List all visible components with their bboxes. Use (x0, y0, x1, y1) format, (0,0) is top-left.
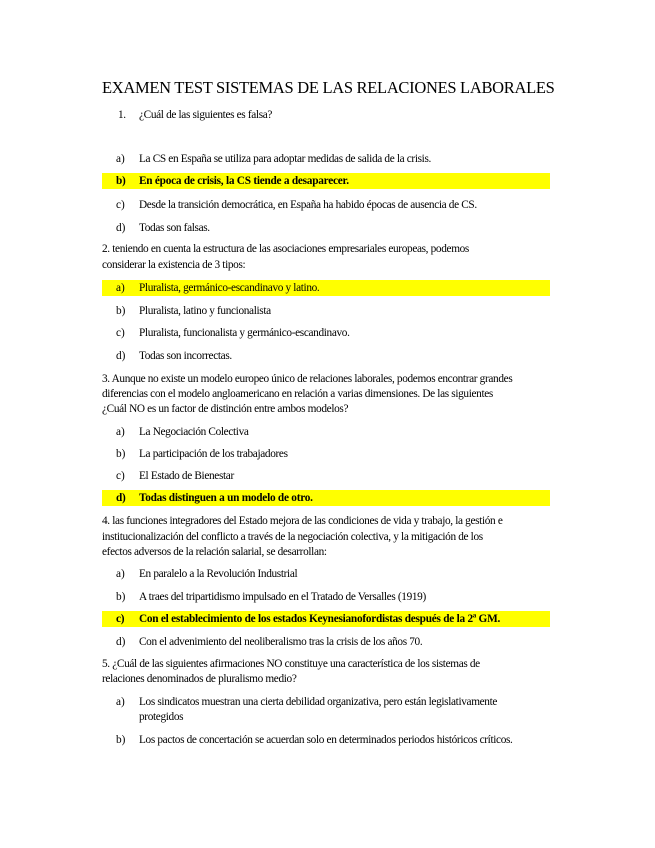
q5-option-b: Los pactos de concertación se acuerdan solo en determinados periodos históricos críticos. (139, 734, 513, 746)
question-4-text-line: 4. las funciones integradores del Estado mejora de las condiciones de vida y trabajo, la gestión e (102, 515, 503, 527)
q2-option-c: Pluralista, funcionalista y germánico-escandinavo. (139, 327, 350, 339)
q2-option-b-mark: b) (116, 305, 126, 317)
q1-option-d-mark: d) (116, 222, 126, 234)
question-3-text-line: 3. Aunque no existe un modelo europeo único de relaciones laborales, podemos encontrar grandes (102, 373, 513, 385)
question-5-text-line: 5. ¿Cuál de las siguientes afirmaciones NO constituye una característica de los sistemas de (102, 658, 480, 670)
q1-option-b-mark: b) (116, 175, 126, 187)
q3-option-d: Todas distinguen a un modelo de otro. (139, 492, 313, 504)
q1-option-c: Desde la transición democrática, en España ha habido épocas de ausencia de CS. (139, 199, 477, 211)
q1-option-d: Todas son falsas. (139, 222, 210, 234)
q1-option-c-mark: c) (116, 199, 125, 211)
question-1-text: ¿Cuál de las siguientes es falsa? (139, 109, 273, 121)
q3-option-c: El Estado de Bienestar (139, 470, 234, 482)
question-3-text-line: ¿Cuál NO es un factor de distinción entre ambos modelos? (102, 403, 349, 415)
q2-option-d: Todas son incorrectas. (139, 350, 232, 362)
q3-option-b-mark: b) (116, 448, 126, 460)
q2-option-d-mark: d) (116, 350, 126, 362)
question-4-text-line: efectos adversos de la relación salarial, se desarrollan: (102, 546, 327, 558)
q1-option-a: La CS en España se utiliza para adoptar medidas de salida de la crisis. (139, 153, 431, 165)
q5-option-a-line: protegidos (139, 711, 184, 723)
q2-option-a: Pluralista, germánico-escandinavo y latino. (139, 282, 320, 294)
q3-option-b: La participación de los trabajadores (139, 448, 288, 460)
q4-option-d: Con el advenimiento del neoliberalismo tras la crisis de los años 70. (139, 636, 423, 648)
q3-option-a-mark: a) (116, 426, 125, 438)
question-3-text-line: diferencias con el modelo angloamericano en relación a varias dimensiones. De las siguientes (102, 388, 493, 400)
q1-option-a-mark: a) (116, 153, 125, 165)
question-2-text-line: 2. teniendo en cuenta la estructura de las asociaciones empresariales europeas, podemos (102, 243, 469, 255)
q4-option-a: En paralelo a la Revolución Industrial (139, 568, 298, 580)
q3-option-c-mark: c) (116, 470, 125, 482)
q4-option-a-mark: a) (116, 568, 125, 580)
q2-option-c-mark: c) (116, 327, 125, 339)
q4-option-c-mark: c) (116, 613, 125, 625)
q4-option-b-mark: b) (116, 591, 126, 603)
question-4-text-line: institucionalización del conflicto a través de la negociación colectiva, y la mitigación de los (102, 531, 483, 543)
question-1-number: 1. (118, 109, 126, 121)
question-5-text-line: relaciones denominados de pluralismo medio? (102, 673, 297, 685)
q3-option-d-mark: d) (116, 492, 126, 504)
q2-option-b: Pluralista, latino y funcionalista (139, 305, 271, 317)
q5-option-a-line: Los sindicatos muestran una cierta debilidad organizativa, pero están legislativamente (139, 696, 498, 708)
q1-option-b: En época de crisis, la CS tiende a desaparecer. (139, 175, 349, 187)
q4-option-d-mark: d) (116, 636, 126, 648)
q4-option-c: Con el establecimiento de los estados Keynesianofordistas después de la 2ª GM. (139, 613, 501, 625)
q5-option-a-mark: a) (116, 696, 125, 708)
page-title: EXAMEN TEST SISTEMAS DE LAS RELACIONES LABORALES (102, 78, 555, 97)
q5-option-b-mark: b) (116, 734, 126, 746)
q4-option-b: A traes del tripartidismo impulsado en el Tratado de Versalles (1919) (139, 591, 426, 603)
q3-option-a: La Negociación Colectiva (139, 426, 249, 438)
question-2-text-line: considerar la existencia de 3 tipos: (102, 259, 246, 271)
q2-option-a-mark: a) (116, 282, 125, 294)
